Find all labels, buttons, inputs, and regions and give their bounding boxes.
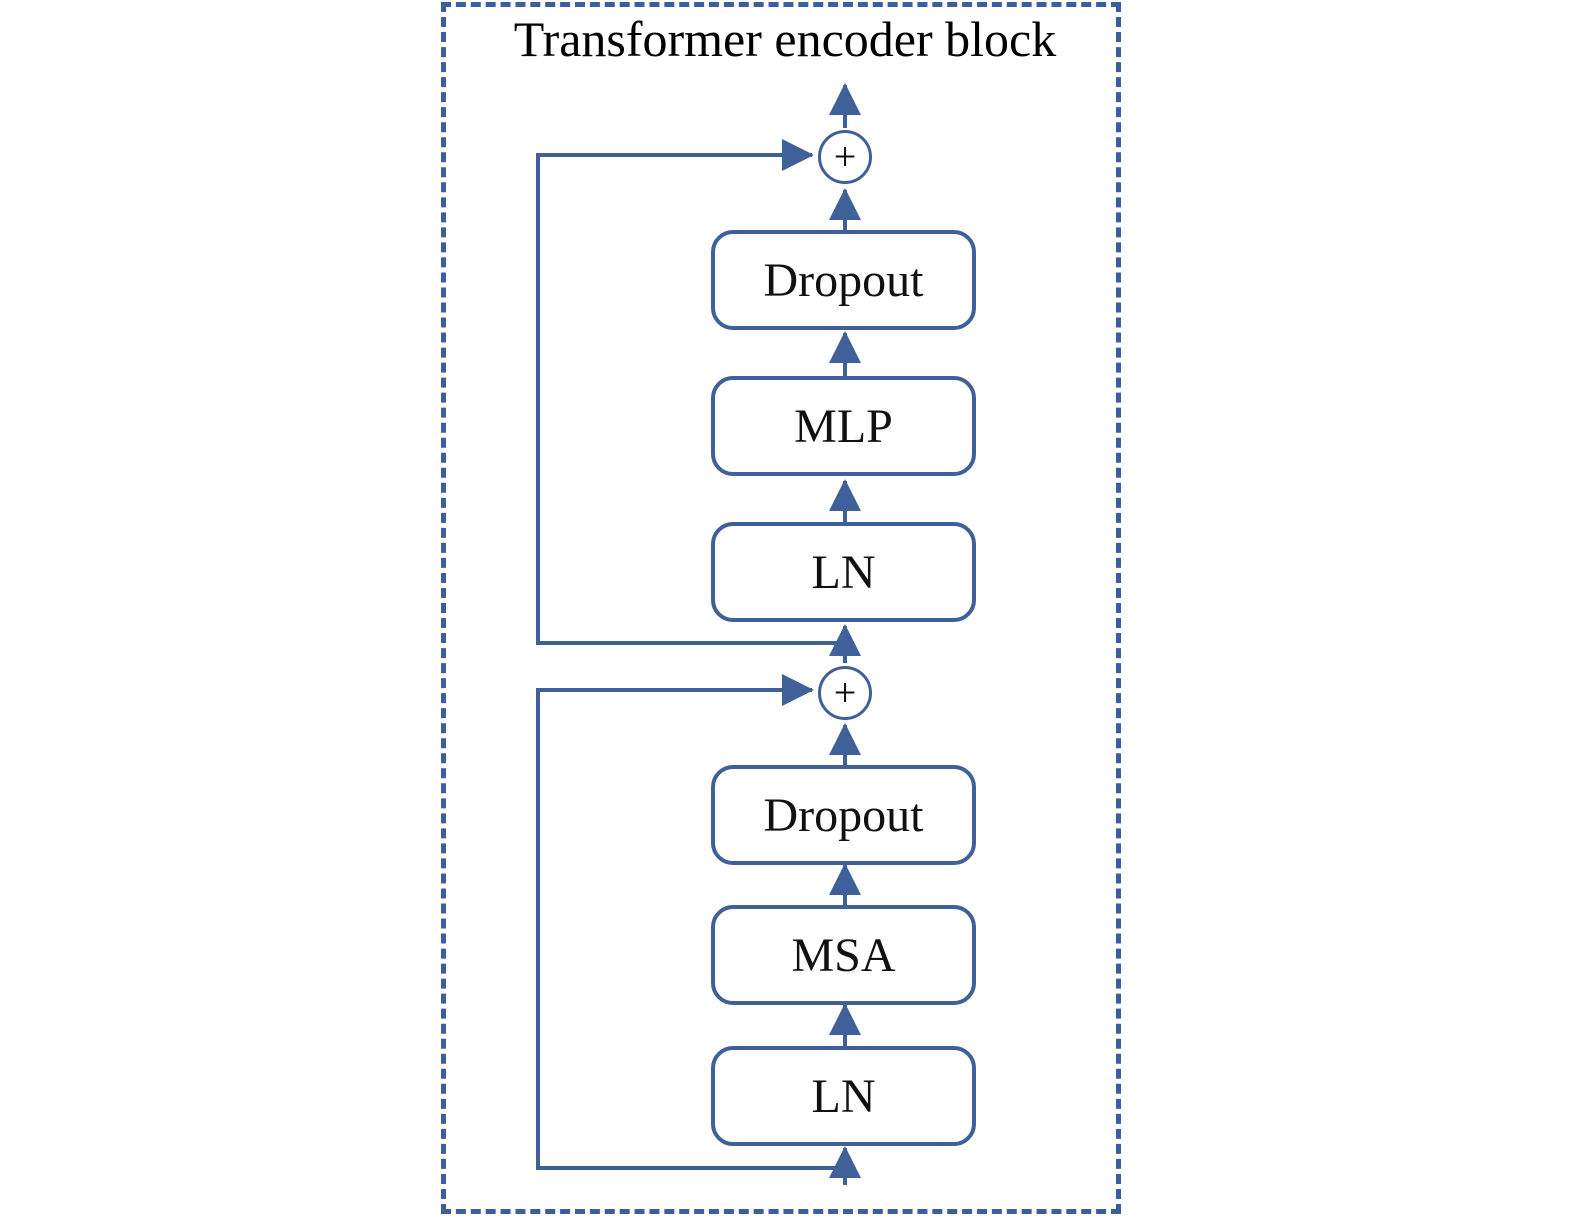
residual-add-top: + [818,130,872,184]
residual-add-bottom: + [818,666,872,720]
node-ln-bottom: LN [711,1046,976,1146]
page-title: Transformer encoder block [513,11,1057,67]
node-dropout-bottom: Dropout [711,765,976,865]
node-ln-top: LN [711,522,976,622]
node-msa: MSA [711,905,976,1005]
node-dropout-top: Dropout [711,230,976,330]
node-mlp: MLP [711,376,976,476]
